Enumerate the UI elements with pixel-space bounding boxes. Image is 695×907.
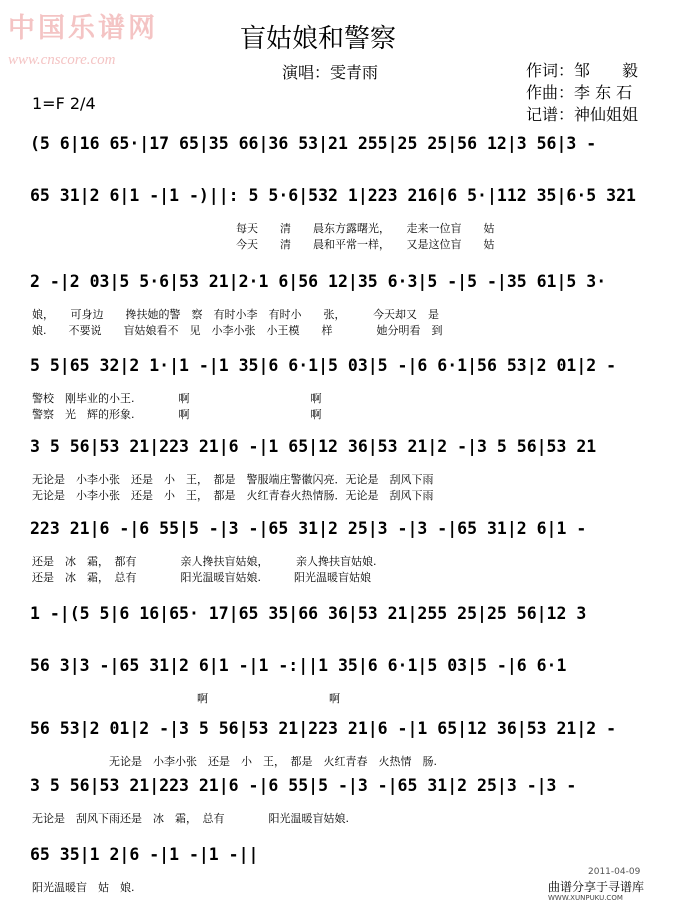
lyric-line: 每天 清 晨东方露曙光， 走来一位盲 姑	[236, 222, 495, 235]
lyric-line: 今天 清 晨和平常一样， 又是这位盲 姑	[236, 238, 495, 251]
singer-credit: 演唱：雯青雨	[282, 63, 379, 82]
notation-row: 3 5 56|53 21|223 21|6 -|6 55|5 -|3 -|65 31|2 25|3 -|3 -	[30, 776, 577, 795]
notation-row: 2 -|2 03|5 5·6|53 21|2·1 6|56 12|35 6·3|5 -|5 -|35 61|5 3·	[30, 272, 607, 291]
notation-row: (5 6|16 65·|17 65|35 66|36 53|21 255|25 25|56 12|3 56|3 -	[30, 134, 597, 153]
notation-row: 223 21|6 -|6 55|5 -|3 -|65 31|2 25|3 -|3 -|65 31|2 6|1 -	[30, 519, 587, 538]
lyric-line: 无论是 刮风下雨还是 冰 霜， 总有 阳光温暖盲姑娘.	[32, 812, 349, 825]
notation-row: 65 35|1 2|6 -|1 -|1 -||	[30, 845, 259, 864]
lyric-line: 啊 啊	[32, 692, 340, 705]
lyric-line: 还是 冰 霜， 都有 亲人搀扶盲姑娘， 亲人搀扶盲姑娘.	[32, 555, 377, 568]
song-title: 盲姑娘和警察	[240, 24, 397, 54]
transcriber-credit: 记谱：神仙姐姐	[526, 105, 639, 124]
notation-row: 3 5 56|53 21|223 21|6 -|1 65|12 36|53 21|2 -|3 5 56|53 21	[30, 437, 597, 456]
lyricist-credit: 作词：邹 毅	[526, 61, 639, 80]
notation-row: 65 31|2 6|1 -|1 -)||: 5 5·6|532 1|223 216|6 5·|112 35|6·5 321	[30, 186, 636, 205]
lyric-line: 还是 冰 霜， 总有 阳光温暖盲姑娘. 阳光温暖盲姑娘	[32, 571, 371, 584]
lyric-line: 无论是 小李小张 还是 小 王， 都是 警服端庄警徽闪亮．无论是 刮风下雨	[32, 473, 434, 486]
lyric-line: 无论是 小李小张 还是 小 王， 都是 火红青春火热情肠．无论是 刮风下雨	[32, 489, 434, 502]
lyric-line: 无论是 小李小张 还是 小 王， 都是 火红青春 火热情 肠.	[32, 755, 437, 768]
lyric-line: 警察 光 辉的形象. 啊 啊	[32, 408, 322, 421]
lyric-line: 娘， 可身边 搀扶她的警 察 有时小李 有时小 张， 今天却又 是	[32, 308, 439, 321]
footer-share-note: 曲谱分享于寻谱库	[548, 880, 645, 894]
notation-row: 5 5|65 32|2 1·|1 -|1 35|6 6·1|5 03|5 -|6 6·1|56 53|2 01|2 -	[30, 356, 617, 375]
date-stamp: 2011-04-09	[588, 867, 641, 877]
lyric-line: 阳光温暖盲 姑 娘.	[32, 881, 135, 894]
lyric-line: 娘. 不要说 盲姑娘看不 见 小李小张 小王模 样 她分明看 到	[32, 324, 443, 337]
footer-site: WWW.XUNPUKU.COM	[548, 894, 623, 902]
key-signature: 1=F 2/4	[32, 94, 96, 113]
composer-credit: 作曲：李 东 石	[526, 83, 633, 102]
notation-row: 1 -|(5 5|6 16|65· 17|65 35|66 36|53 21|255 25|25 56|12 3	[30, 604, 587, 623]
notation-row: 56 53|2 01|2 -|3 5 56|53 21|223 21|6 -|1 65|12 36|53 21|2 -	[30, 719, 617, 738]
notation-row: 56 3|3 -|65 31|2 6|1 -|1 -:||1 35|6 6·1|5 03|5 -|6 6·1	[30, 656, 567, 675]
lyric-line: 警校 刚毕业的小王. 啊 啊	[32, 392, 322, 405]
watermark-site-url: www.cnscore.com	[8, 52, 116, 68]
watermark-site-name: 中国乐谱网	[8, 13, 158, 44]
